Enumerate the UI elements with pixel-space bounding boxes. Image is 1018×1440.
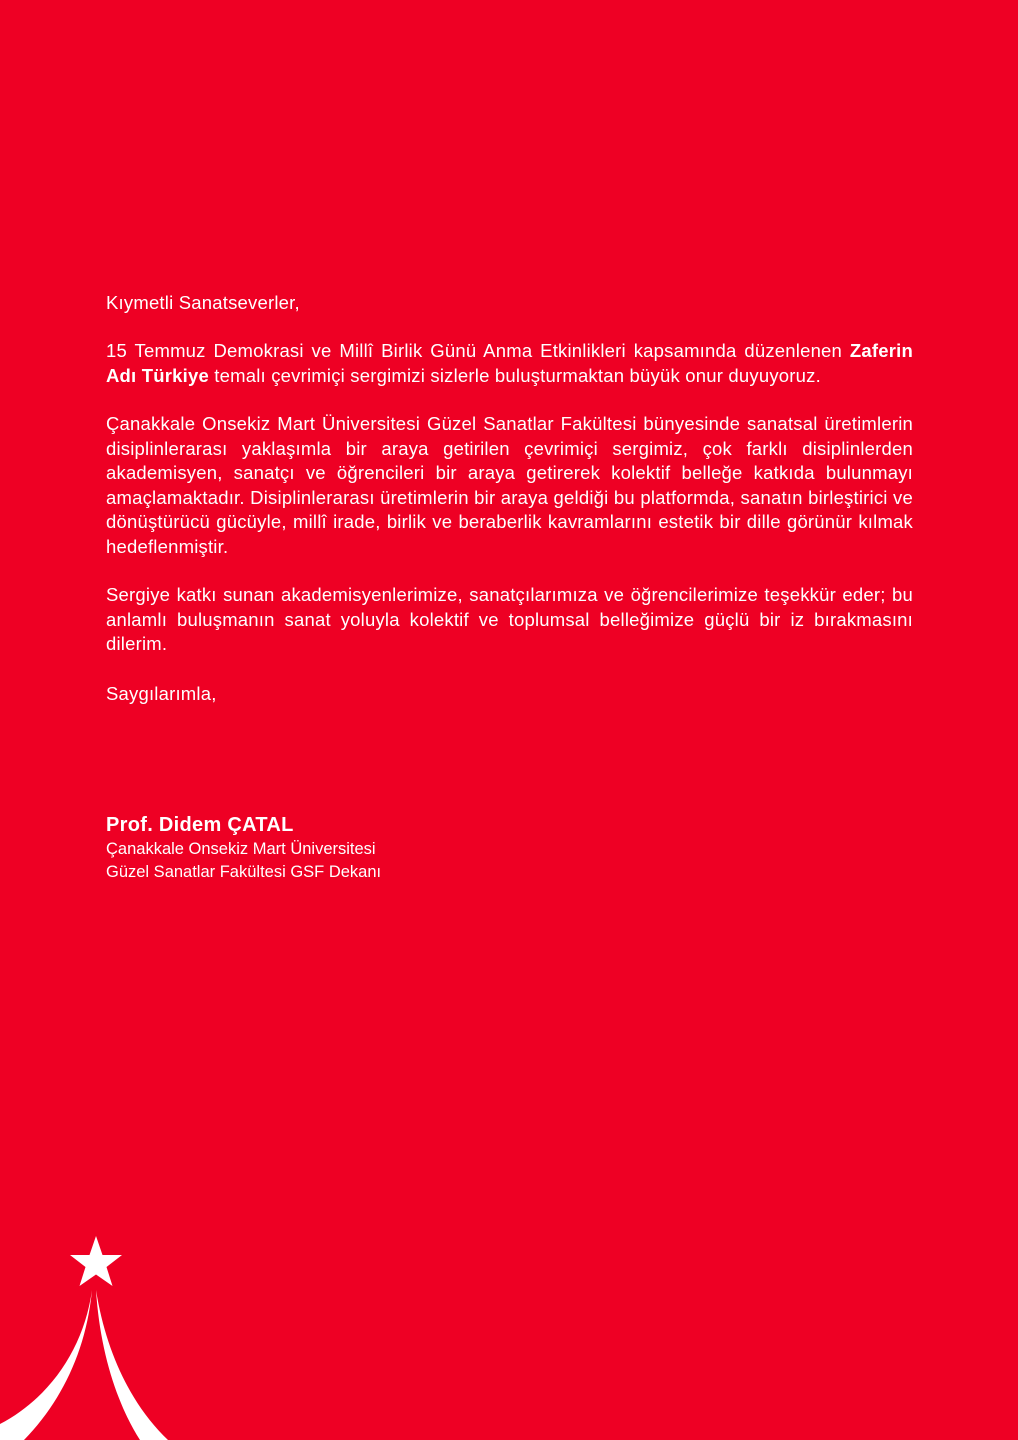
star-icon xyxy=(70,1236,122,1286)
paragraph-1-intro: 15 Temmuz Demokrasi ve Millî Birlik Günü Anma Etkinlikleri kapsamında düzenlenen xyxy=(106,340,850,361)
letter-body xyxy=(106,290,913,706)
tent-left-curve xyxy=(0,1290,92,1440)
exhibition-title: Zaferin Adı Türkiye xyxy=(106,340,913,386)
signatory-name: Prof. Didem ÇATAL xyxy=(106,814,294,836)
letter-paragraph-1 xyxy=(106,339,913,388)
star-emblem-icon xyxy=(0,1228,200,1440)
letter-greeting: Kıymetli Sanatseverler, xyxy=(106,292,300,313)
paragraph-1-outro: temalı çevrimiçi sergimizi sizlerle buluşturmaktan büyük onur duyuyoruz. xyxy=(208,364,821,386)
letter-closing: Saygılarımla, xyxy=(106,682,217,704)
signature-block xyxy=(106,812,381,884)
letter-paragraph-2: Çanakkale Onsekiz Mart Üniversitesi Güzel Sanatlar Fakültesi bünyesinde sanatsal üretimlerin disiplinlerarası yaklaşımla bir araya getirilen çevrimiçi sergimiz, çok farklı disiplinlerden akademisyen, sanatçı ve öğrencileri bir araya getirerek kolektif belleğe katkıda bulunmayı amaçlamaktadır. Disiplinlerarası üretimlerin bir araya geldiği bu platformda, sanatın birleştirici ve dönüştürücü gücüyle, millî irade, birlik ve beraberlik kavramlarını estetik bir dille görünür kılmak hedeflenmiştir. xyxy=(106,413,913,557)
letter-paragraph-3: Sergiye katkı sunan akademisyenlerimize, sanatçılarımıza ve öğrencilerimize teşekkür eder; bu anlamlı buluşmanın sanat yoluyla kolektif ve toplumsal belleğimize güçlü bir iz bırakmasını dilerim. xyxy=(106,584,913,654)
signatory-title: Güzel Sanatlar Fakültesi GSF Dekanı xyxy=(106,863,382,881)
tent-right-curve xyxy=(96,1290,168,1440)
signatory-institution: Çanakkale Onsekiz Mart Üniversitesi xyxy=(106,840,376,858)
